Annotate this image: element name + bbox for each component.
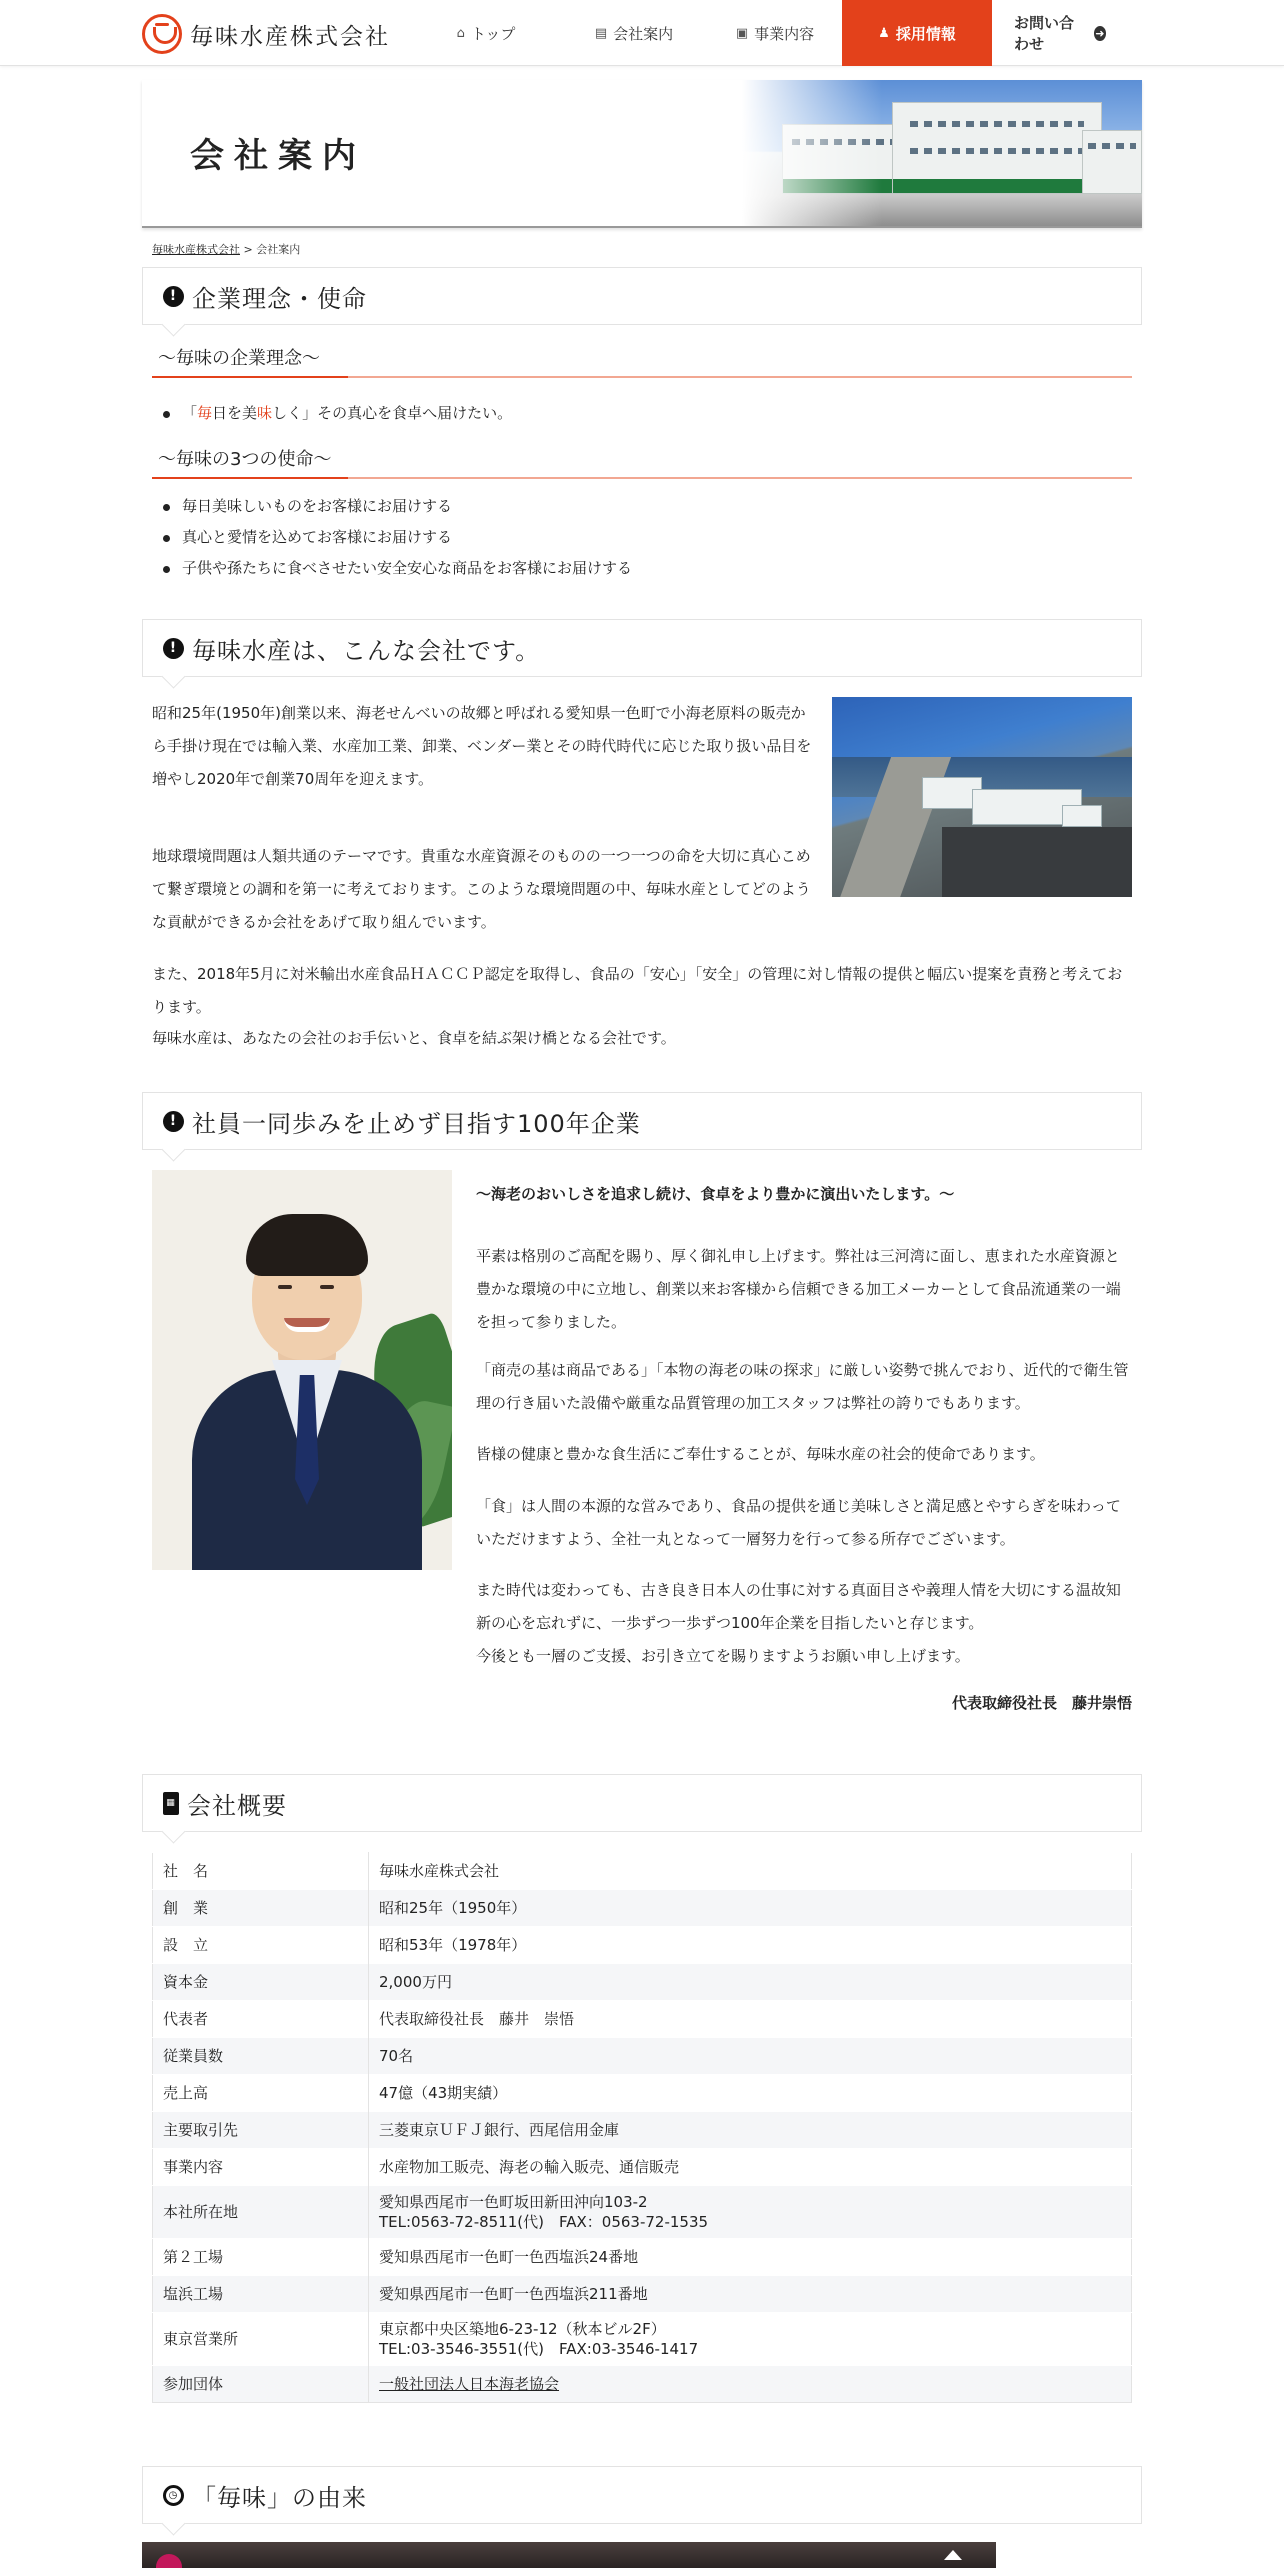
table-value: 愛知県西尾市一色町一色西塩浜24番地: [369, 2239, 1132, 2276]
table-value: 代表取締役社長 藤井 崇悟: [369, 2001, 1132, 2038]
section-heading-origin: [142, 2466, 1142, 2524]
video-player[interactable]: [142, 2542, 996, 2568]
page-hero: [142, 80, 1142, 228]
table-key: 設 立: [153, 1927, 369, 1964]
table-row: [153, 2276, 1132, 2313]
table-key: 主要取引先: [153, 2112, 369, 2149]
table-key: 塩浜工場: [153, 2276, 369, 2313]
table-row: [153, 1964, 1132, 2001]
table-row: [153, 2001, 1132, 2038]
nav-company[interactable]: [560, 0, 708, 66]
table-key: 従業員数: [153, 2038, 369, 2075]
message-paragraph: 今後とも一層のご支援、お引き立てを賜りますようお願い申し上げます。: [476, 1647, 970, 1665]
table-value: 47億（43期実績）: [369, 2075, 1132, 2112]
user-icon: ♟: [878, 25, 890, 41]
table-key: 東京営業所: [153, 2313, 369, 2366]
clock-icon: ◷: [163, 2485, 184, 2506]
nav-top-label: トップ: [470, 24, 516, 43]
table-value: 水産物加工販売、海老の輸入販売、通信販売: [369, 2149, 1132, 2186]
message-paragraph: 「食」は人間の本源的な営みであり、食品の提供を通じ美味しさと満足感とやすらぎを味わっていただけますよう、全社一丸となって一層努力を行って参る所存でございます。: [476, 1497, 1121, 1548]
table-value: [369, 2186, 1132, 2239]
exclamation-icon: !: [163, 1111, 184, 1132]
building-photo: [742, 80, 1142, 228]
list-item: [182, 398, 512, 429]
principle-text: しく」その真心を食卓へ届けたい。: [272, 404, 513, 422]
company-overview-table: [152, 1852, 1132, 2403]
section-heading-message: [142, 1092, 1142, 1150]
president-signature: 代表取締役社長 藤井崇悟: [951, 1694, 1132, 1712]
message-paragraph: 「商売の基は商品である」「本物の海老の味の探求」に厳しい姿勢で挑んでおり、近代的で衛生管理の行き届いた設備や厳重な品質管理の加工スタッフは弊社の誇りでもあります。: [476, 1361, 1129, 1412]
overview-heading-text: 会社概要: [187, 1791, 287, 1820]
section-heading-about: [142, 619, 1142, 677]
phone-line: TEL:0563-72-8511(代) FAX：0563-72-1535: [379, 2213, 709, 2231]
table-value: 愛知県西尾市一色町一色西塩浜211番地: [369, 2276, 1132, 2313]
nav-contact-label: お問い合わせ: [1014, 14, 1075, 53]
table-row: [153, 2239, 1132, 2276]
table-row: [153, 1927, 1132, 1964]
message-paragraph: また時代は変わっても、古き良き日本人の仕事に対する真面目さや義理人情を大切にする温故知新の心を忘れずに、一歩ずつ一歩ずつ100年企業を目指したいと存じます。: [476, 1581, 1121, 1632]
table-row: [153, 2112, 1132, 2149]
subheading-principle: ～毎味の企業理念～: [152, 344, 1132, 378]
phone-line: TEL:03-3546-3551(代) FAX:03-3546-1417: [379, 2340, 699, 2358]
nav-recruit[interactable]: [842, 0, 992, 66]
highlight-char: 味: [257, 404, 273, 422]
message-paragraph: 平素は格別のご高配を賜り、厚く御礼申し上げます。弊社は三河湾に面し、恵まれた水産資源と豊かな環境の中に立地し、創業以来お客様から信頼できる加工メーカーとして食品流通業の一端を担って参りました。: [476, 1247, 1121, 1331]
about-paragraph: 昭和25年(1950年)創業以来、海老せんべいの故郷と呼ばれる愛知県一色町で小海老原料の販売から手掛け現在では輸入業、水産加工業、卸業、ベンダー業とその時代時代に応じた取り扱い品目を増やし2020年で創業70周年を迎えます。: [152, 704, 812, 788]
breadcrumb-separator: >: [240, 243, 257, 256]
nav-business-label: 事業内容: [754, 24, 815, 43]
image-icon: ▣: [735, 25, 749, 41]
about-heading-text: 毎味水産は、こんな会社です。: [192, 636, 541, 665]
mission-list: [182, 491, 632, 584]
share-icon[interactable]: [944, 2550, 962, 2560]
address-line: 東京都中央区築地6-23-12（秋本ビル2F）: [379, 2320, 666, 2338]
exclamation-icon: !: [163, 286, 184, 307]
exclamation-icon: !: [163, 638, 184, 659]
building-icon: ▦: [163, 1792, 179, 1815]
channel-avatar-icon: [156, 2554, 182, 2568]
nav-recruit-label: 採用情報: [895, 24, 956, 43]
principle-text: 日を美: [212, 404, 258, 422]
global-nav: [412, 0, 1128, 66]
about-paragraph: 地球環境問題は人類共通のテーマです。貴重な水産資源そのものの一つ一つの命を大切に真心こめて繋ぎ環境との調和を第一に考えております。このような環境問題の中、毎味水産としてどのような貢献ができるか会社をあげて取り組んでいます。: [152, 847, 811, 931]
table-value: [369, 2313, 1132, 2366]
principle-list: [182, 398, 512, 429]
table-key: 第２工場: [153, 2239, 369, 2276]
home-icon: ⌂: [456, 25, 465, 41]
nav-top[interactable]: [412, 0, 560, 66]
table-key: 売上高: [153, 2075, 369, 2112]
address-line: 愛知県西尾市一色町坂田新田沖向103-2: [379, 2193, 648, 2211]
table-row: [153, 1853, 1132, 1890]
table-value: 70名: [369, 2038, 1132, 2075]
table-key: 創 業: [153, 1890, 369, 1927]
president-photo: [152, 1170, 452, 1570]
logo-mark-icon: [142, 14, 182, 54]
about-paragraph: また、2018年5月に対米輸出水産食品ＨＡＣＣＰ認定を取得し、食品の「安心」「安全」の管理に対し情報の提供と幅広い提案を責務と考えております。: [152, 965, 1123, 1016]
list-item: 毎日美味しいものをお客様にお届けする: [182, 491, 632, 522]
table-row: [153, 1890, 1132, 1927]
nav-business[interactable]: [708, 0, 842, 66]
breadcrumb-home-link[interactable]: 毎味水産株式会社: [152, 243, 240, 256]
table-row: [153, 2149, 1132, 2186]
section-heading-overview: [142, 1774, 1142, 1832]
logo-text: 毎味水産株式会社: [190, 23, 390, 50]
table-row: [153, 2075, 1132, 2112]
table-key: 代表者: [153, 2001, 369, 2038]
highlight-char: 毎: [197, 404, 213, 422]
quote-open: 「: [182, 404, 198, 422]
table-row: [153, 2038, 1132, 2075]
subheading-missions: ～毎味の3つの使命～: [152, 445, 1132, 479]
site-logo[interactable]: [142, 12, 390, 56]
table-value: 毎味水産株式会社: [369, 1853, 1132, 1890]
list-item: 真心と愛情を込めてお客様にお届けする: [182, 522, 632, 553]
table-value: 三菱東京ＵＦＪ銀行、西尾信用金庫: [369, 2112, 1132, 2149]
table-row: [153, 2186, 1132, 2239]
message-lead: ～海老のおいしさを追求し続け、食卓をより豊かに演出いたします。～: [476, 1185, 955, 1203]
table-value: 昭和53年（1978年）: [369, 1927, 1132, 1964]
table-row: [153, 2313, 1132, 2366]
site-header: [0, 0, 1284, 66]
association-link[interactable]: 一般社団法人日本海老協会: [379, 2375, 560, 2393]
message-paragraph: 皆様の健康と豊かな食生活にご奉仕することが、毎味水産の社会的使命であります。: [476, 1445, 1045, 1463]
hero-building-main: [892, 102, 1102, 194]
breadcrumb-current: 会社案内: [256, 243, 301, 256]
nav-company-label: 会社案内: [613, 24, 674, 43]
table-row: [153, 2366, 1132, 2403]
building-icon: ▤: [594, 25, 608, 41]
message-heading-text: 社員一同歩みを止めず目指す100年企業: [192, 1109, 641, 1138]
table-key: 本社所在地: [153, 2186, 369, 2239]
nav-contact[interactable]: [992, 0, 1128, 66]
list-item: 子供や孫たちに食べさせたい安全安心な商品をお客様にお届けする: [182, 553, 632, 584]
table-value: 昭和25年（1950年）: [369, 1890, 1132, 1927]
table-value: 2,000万円: [369, 1964, 1132, 2001]
hero-building-right: [1082, 130, 1142, 194]
breadcrumb: [152, 241, 300, 257]
table-value: [369, 2366, 1132, 2403]
page-title: 会社案内: [190, 136, 366, 176]
table-key: 参加団体: [153, 2366, 369, 2403]
about-paragraph: 毎味水産は、あなたの会社のお手伝いと、食卓を結ぶ架け橋となる会社です。: [152, 1029, 676, 1047]
section-heading-philosophy: [142, 267, 1142, 325]
table-key: 資本金: [153, 1964, 369, 2001]
origin-heading-text: 「毎味」の由来: [192, 2483, 367, 2512]
table-key: 社 名: [153, 1853, 369, 1890]
philosophy-heading-text: 企業理念・使命: [192, 284, 367, 313]
arrow-circle-icon: ➜: [1095, 26, 1105, 40]
aerial-photo: [832, 697, 1132, 897]
table-key: 事業内容: [153, 2149, 369, 2186]
